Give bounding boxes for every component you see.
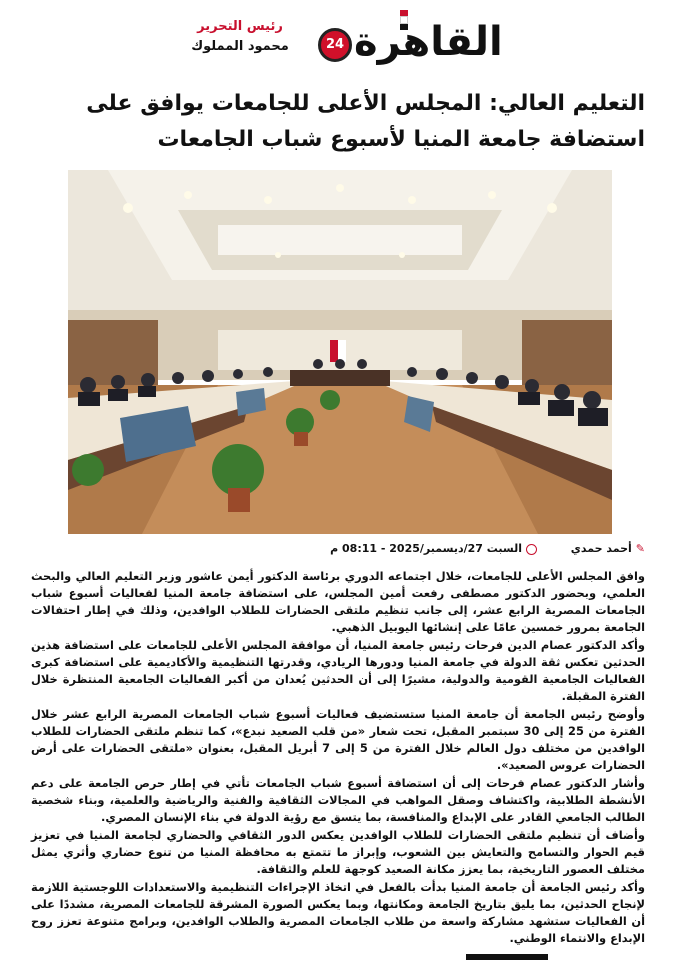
article-paragraph: وأكد الدكتور عصام الدين فرحات رئيس جامعة المنيا، أن موافقة المجلس الأعلى للجامعات على استضافة هذين الحدثين تعكس ثقة الدولة في جامعة المنيا ودورها الريادي، وقدرتها التنظيمية والأكاديمية على استضافة كبرى الفعاليات الجامعية القومية والدولية، مشيرًا إلى أن الحدثين يُعدان من أكبر الفعاليات الجامعية المنتظرة خلال الفترة المقبلة. — [31, 638, 645, 703]
article-body — [31, 568, 645, 948]
article-paragraph: وأشار الدكتور عصام فرحات إلى أن استضافة أسبوع شباب الجامعات تأتي في إطار حرص الجامعة على دعم الأنشطة الطلابية، واكتشاف وصقل المواهب في المجالات الثقافية والفنية والرياضية والعلمية، وبناء شخصية الطالب الجامعي القادر على الإبداع والمنافسة، بما يتسق مع رؤية الدولة في بناء الإنسان المصري. — [31, 776, 645, 824]
author-byline[interactable] — [571, 538, 645, 560]
logo-badge: 24 — [318, 28, 352, 62]
article-meta — [35, 538, 645, 560]
publish-date — [330, 538, 537, 560]
pen-icon: ✎ — [635, 542, 645, 555]
article-headline: التعليم العالي: المجلس الأعلى للجامعات يوافق على استضافة جامعة المنيا لأسبوع شباب الجامعات — [86, 91, 645, 152]
article-paragraph: وافق المجلس الأعلى للجامعات، خلال اجتماعه الدوري برئاسة الدكتور أيمن عاشور وزير التعليم العالي والبحث العلمي، وبحضور الدكتور مصطفى رفعت أمين المجلس، على استضافة جامعة المنيا لفعاليات أسبوع شباب الجامعات المصرية الرابع عشر، إلى جانب تنظيم ملتقى الحضارات للطلاب الوافدين، وذلك في إطار احتفالات الجامعة بمرور خمسين عامًا على إنشائها اليوبيل الذهبي. — [31, 569, 645, 634]
article-paragraph: وأوضح رئيس الجامعة أن جامعة المنيا ستستضيف فعاليات أسبوع شباب الجامعات المصرية الرابع عشر خلال الفترة من 25 إلى 30 سبتمبر المقبل، تحت شعار «من قلب الصعيد نبدع»، كما تنظم ملتقى الحضارات للطلاب الوافدين من مختلف دول العالم خلال الفترة من 5 إلى 7 أبريل المقبل، بعنوان «ملتقى الحضارات على أرض الحضارات عروس الصعيد». — [31, 707, 645, 772]
site-header — [0, 0, 679, 82]
editor-label: رئيس التحرير — [197, 19, 283, 34]
logo-text: القاهرة — [354, 19, 503, 65]
editor-info — [185, 18, 295, 56]
article-paragraph: وأضاف أن تنظيم ملتقى الحضارات للطلاب الوافدين يعكس الدور الثقافي والحضاري لجامعة المنيا في تعزيز قيم الحوار والتسامح والتعايش بين الشعوب، وإبراز ما تتمتع به محافظة المنيا من تنوع حضاري وأثري يمثل مختلف العصور التاريخية، بما يعزز مكانة الصعيد كوجهة للعلم والثقافة. — [31, 828, 645, 876]
site-logo[interactable] — [318, 10, 503, 72]
editor-name: محمود المملوك — [191, 39, 289, 54]
clock-icon — [526, 544, 537, 555]
article-photo — [68, 170, 612, 534]
article-paragraph: وأكد رئيس الجامعة أن جامعة المنيا بدأت بالفعل في اتخاذ الإجراءات التنظيمية والاستعدادات اللوجستية اللازمة لإنجاح الحدثين، بما يليق بتاريخ الجامعة ومكانتها، وبما يعكس الصورة المشرقة للجامعات المصرية، مشددًا على أن الفعاليات ستشهد مشاركة واسعة من طلاب الجامعات المصرية والطلاب الوافدين، وبرامج متنوعة تعزز روح الإبداع والانتماء الوطني. — [31, 880, 645, 945]
bottom-scroll-bar — [466, 954, 548, 960]
publish-datetime: السبت 27/ديسمبر/2025 - 08:11 م — [330, 542, 522, 555]
author-name: أحمد حمدي — [570, 542, 632, 555]
